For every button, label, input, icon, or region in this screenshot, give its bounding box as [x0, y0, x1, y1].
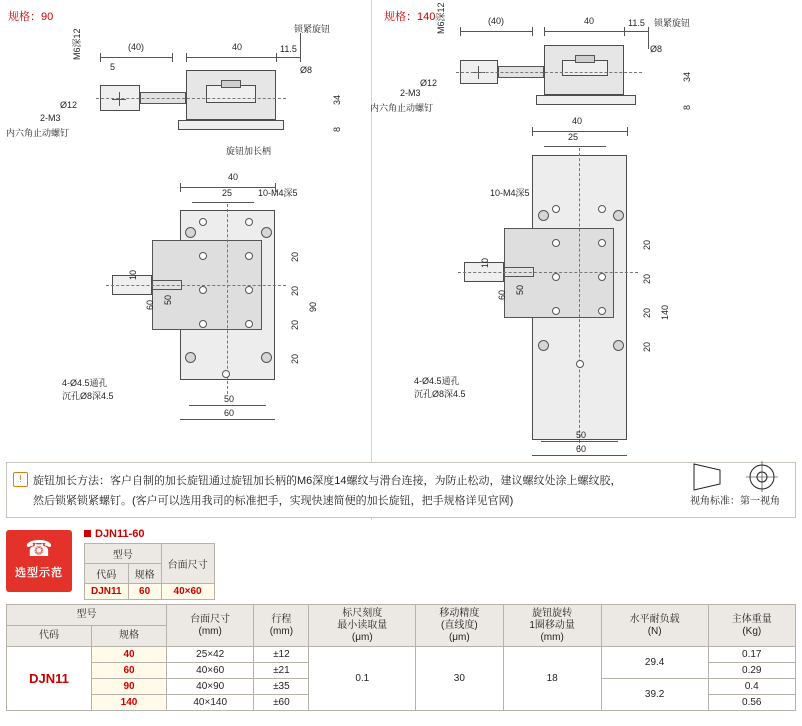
- lead-left-thru-hole: 4-Ø4.5通孔: [62, 378, 108, 388]
- spec-header-code: 代码: [7, 626, 92, 647]
- left-hole: [261, 227, 272, 238]
- weight-value-2: 0.4: [708, 679, 795, 695]
- right-front-base: [536, 95, 636, 105]
- lead-right-10m4: 10-M4深5: [490, 188, 530, 198]
- lead-right-thru-hole: 4-Ø4.5通孔: [414, 376, 460, 386]
- dim-left-115: 11.5: [280, 44, 297, 54]
- dim-right-34: 34: [682, 71, 692, 82]
- dim-left-40p: (40): [128, 42, 145, 52]
- dim-right-p60: 60: [497, 289, 507, 300]
- lead-right-hex-screw: 内六角止动螺钉: [370, 103, 434, 113]
- dim-right-40: 40: [584, 16, 595, 26]
- dim-left-p20a: 20: [290, 251, 300, 262]
- left-hole: [222, 370, 230, 378]
- left-hole: [199, 320, 207, 328]
- dim-left-34: 34: [332, 94, 342, 105]
- selection-header-model: 型号: [85, 544, 162, 564]
- spec-header-stroke: 行程 (mm): [254, 605, 309, 647]
- spec-header-per-turn: 旋钮旋转 1圈移动量 (mm): [503, 605, 601, 647]
- spec-value-3: 140: [92, 695, 167, 711]
- selection-model-box: [84, 528, 215, 600]
- load-value-top: 29.4: [601, 647, 708, 679]
- lead-right-counterbore: 沉孔Ø8深4.5: [414, 389, 466, 399]
- spec-header-load: 水平耐负载 (N): [601, 605, 708, 647]
- lead-right-2m3: 2-M3: [400, 88, 421, 98]
- spec-label-90: 规格：90: [8, 11, 54, 23]
- phone-icon: ☎: [25, 536, 53, 561]
- dim-left-b60: 60: [224, 408, 235, 418]
- dim-right-p40: 40: [572, 116, 583, 126]
- left-front-tab: [221, 80, 241, 88]
- right-hole: [598, 205, 606, 213]
- lead-right-lock-knob: 锁紧旋钮: [654, 18, 691, 28]
- dim-left-8: 8: [332, 126, 342, 132]
- spec-code-value: DJN11: [7, 647, 92, 711]
- dim-left-p25: 25: [222, 188, 233, 198]
- right-front-tab: [575, 55, 595, 63]
- spec-value-2: 90: [92, 679, 167, 695]
- spec-table-header-row-1: [7, 605, 796, 626]
- dim-right-p140: 140: [660, 304, 670, 320]
- size-value-3: 40×140: [167, 695, 254, 711]
- weight-value-1: 0.29: [708, 663, 795, 679]
- drawing-panel-spec-90: [0, 0, 372, 520]
- dim-right-b50: 50: [576, 430, 587, 440]
- left-hole: [199, 252, 207, 260]
- selection-header-spec: 规格: [128, 564, 161, 584]
- drawing-panel-spec-140: [372, 0, 802, 520]
- dim-right-d12: Ø12: [420, 78, 438, 88]
- dim-right-b60: 60: [576, 444, 587, 454]
- view-standard-label: 视角标准：第一视角: [690, 496, 780, 507]
- weight-value-3: 0.56: [708, 695, 795, 711]
- note-line-1: 旋钮加长方法：客户自制的加长旋钮通过旋钮加长柄的M6深度14螺纹与滑台连接，为防止松动，建议螺纹处涂上螺纹胶，: [33, 475, 622, 487]
- dim-right-p20b: 20: [642, 273, 652, 284]
- right-hole: [552, 239, 560, 247]
- spec-header-size: 台面尺寸 (mm): [167, 605, 254, 647]
- dim-right-p20c: 20: [642, 307, 652, 318]
- size-value-1: 40×60: [167, 663, 254, 679]
- right-hole: [598, 273, 606, 281]
- spec-header-accuracy: 移动精度 (直线度) (μm): [416, 605, 503, 647]
- dim-left-p20b: 20: [290, 285, 300, 296]
- dim-right-p10: 10: [480, 257, 490, 268]
- left-front-base: [178, 120, 284, 130]
- lead-left-hex-screw: 内六角止动螺钉: [6, 128, 70, 138]
- right-hole: [598, 239, 606, 247]
- selection-header-code: 代码: [85, 564, 129, 584]
- dim-left-p10: 10: [128, 269, 138, 280]
- lead-left-2m3: 2-M3: [40, 113, 61, 123]
- dim-right-p20a: 20: [642, 239, 652, 250]
- selection-row: [85, 584, 215, 600]
- first-angle-projection-symbol: [690, 458, 796, 508]
- dim-right-40p: (40): [488, 16, 505, 26]
- load-value-bottom: 39.2: [601, 679, 708, 711]
- dim-left-p20c: 20: [290, 319, 300, 330]
- left-hole: [261, 352, 272, 363]
- dim-right-d8: Ø8: [650, 44, 663, 54]
- size-value-2: 40×90: [167, 679, 254, 695]
- dim-right-m6: M6深12: [436, 2, 446, 34]
- spec-header-model-group: 型号: [7, 605, 167, 626]
- left-hole: [199, 286, 207, 294]
- selection-table: [84, 543, 215, 600]
- dim-right-115: 11.5: [628, 18, 645, 28]
- dim-left-p50: 50: [163, 294, 173, 305]
- left-hole: [185, 352, 196, 363]
- spec-header-spec: 规格: [92, 626, 167, 647]
- selection-value-code: DJN11: [85, 584, 129, 600]
- lead-left-lock-knob: 锁紧旋钮: [294, 24, 331, 34]
- left-hole: [245, 286, 253, 294]
- right-hole: [552, 307, 560, 315]
- selection-title-text: DJN11-60: [95, 528, 145, 540]
- left-hole: [199, 218, 207, 226]
- dim-right-p20d: 20: [642, 341, 652, 352]
- dim-left-p20d: 20: [290, 353, 300, 364]
- dim-right-p50: 50: [515, 284, 525, 295]
- right-hole: [552, 273, 560, 281]
- accuracy-value: 30: [416, 647, 503, 711]
- dim-left-p90: 90: [308, 301, 318, 312]
- spec-value-0: 40: [92, 647, 167, 663]
- right-hole: [538, 210, 549, 221]
- stroke-value-0: ±12: [254, 647, 309, 663]
- weight-value-0: 0.17: [708, 647, 795, 663]
- per-turn-value: 18: [503, 647, 601, 711]
- right-hole: [552, 205, 560, 213]
- lead-left-knob-handle: 旋钮加长柄: [226, 146, 272, 156]
- selection-value-size: 40×60: [161, 584, 214, 600]
- spec-label-140: 规格：140: [384, 11, 436, 23]
- dim-left-5: 5: [110, 62, 116, 72]
- table-row: [7, 647, 796, 663]
- selection-stamp: [6, 530, 72, 592]
- specification-table: [6, 604, 796, 711]
- spec-value-1: 60: [92, 663, 167, 679]
- selection-stamp-label: 选型示范: [15, 567, 63, 579]
- projection-cone-icon: [690, 458, 796, 492]
- stroke-value-1: ±21: [254, 663, 309, 679]
- note-box: [6, 462, 796, 518]
- dim-right-p25: 25: [568, 132, 579, 142]
- dim-left-p60: 60: [145, 299, 155, 310]
- info-icon: !: [13, 472, 28, 487]
- dim-left-d12: Ø12: [60, 100, 78, 110]
- selection-title: [84, 528, 215, 540]
- dim-left-m6: M6深12: [72, 28, 82, 60]
- right-hole: [538, 340, 549, 351]
- left-hole: [185, 227, 196, 238]
- dim-left-40: 40: [232, 42, 243, 52]
- right-hole: [613, 340, 624, 351]
- right-hole: [598, 307, 606, 315]
- selection-header-size: 台面尺寸: [161, 544, 214, 584]
- right-hole: [613, 210, 624, 221]
- left-hole: [245, 218, 253, 226]
- spec-header-weight: 主体重量 (Kg): [708, 605, 795, 647]
- dim-right-8: 8: [682, 104, 692, 110]
- left-hole: [245, 252, 253, 260]
- stroke-value-2: ±35: [254, 679, 309, 695]
- dim-left-b50: 50: [224, 394, 235, 404]
- selection-example-section: [0, 528, 802, 598]
- size-value-0: 25×42: [167, 647, 254, 663]
- lead-left-10m4: 10-M4深5: [258, 188, 298, 198]
- lead-left-counterbore: 沉孔Ø8深4.5: [62, 391, 114, 401]
- dim-left-p40: 40: [228, 172, 239, 182]
- scale-min-value: 0.1: [309, 647, 416, 711]
- note-line-2: 然后锁紧锁紧螺钉。(客户可以选用我司的标准把手，实现快速简便的加长旋钮，把手规格详见官网): [33, 495, 514, 507]
- left-hole: [245, 320, 253, 328]
- selection-value-spec: 60: [128, 584, 161, 600]
- right-hole: [576, 360, 584, 368]
- spec-header-scale: 标尺刻度 最小读取量 (μm): [309, 605, 416, 647]
- stroke-value-3: ±60: [254, 695, 309, 711]
- dim-left-d8: Ø8: [300, 65, 313, 75]
